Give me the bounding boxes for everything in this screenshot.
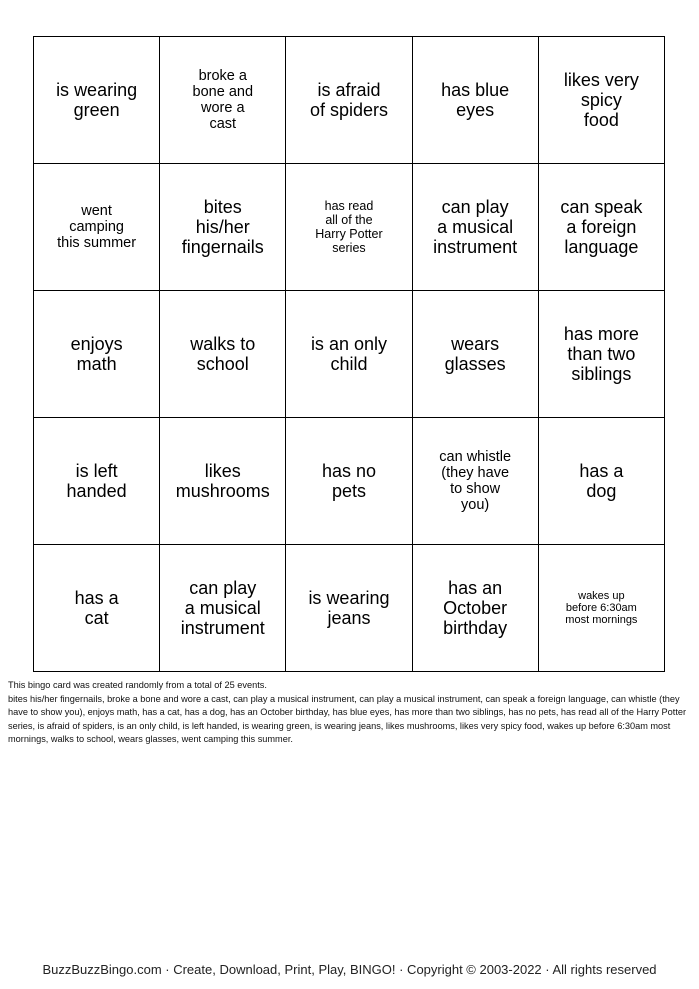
bingo-cell: bites his/her fingernails — [160, 164, 286, 291]
bingo-cell: is an only child — [286, 291, 412, 418]
bingo-cell: is afraid of spiders — [286, 37, 412, 164]
bingo-row — [34, 164, 665, 291]
bingo-cell: has an October birthday — [412, 545, 538, 672]
bingo-cell: is wearing jeans — [286, 545, 412, 672]
bingo-cell: has blue eyes — [412, 37, 538, 164]
bingo-cell: has more than two siblings — [538, 291, 664, 418]
bingo-cell: has a cat — [34, 545, 160, 672]
bingo-cell: can whistle (they have to show you) — [412, 418, 538, 545]
bingo-cell: likes very spicy food — [538, 37, 664, 164]
card-info — [8, 679, 691, 747]
bingo-cell: can play a musical instrument — [412, 164, 538, 291]
bingo-cell: is left handed — [34, 418, 160, 545]
bingo-row — [34, 418, 665, 545]
bingo-cell: broke a bone and wore a cast — [160, 37, 286, 164]
bingo-card-body — [34, 37, 665, 672]
card-summary: This bingo card was created randomly from a total of 25 events. — [8, 680, 267, 690]
bingo-cell: enjoys math — [34, 291, 160, 418]
bingo-card — [33, 36, 665, 672]
site-footer: BuzzBuzzBingo.com · Create, Download, Print, Play, BINGO! · Copyright © 2003-2022 · All rights reserved — [42, 962, 657, 977]
bingo-cell: wears glasses — [412, 291, 538, 418]
bingo-row — [34, 37, 665, 164]
bingo-cell: can play a musical instrument — [160, 545, 286, 672]
bingo-cell: is wearing green — [34, 37, 160, 164]
bingo-cell: wakes up before 6:30am most mornings — [538, 545, 664, 672]
bingo-cell: walks to school — [160, 291, 286, 418]
bingo-cell: has no pets — [286, 418, 412, 545]
bingo-row — [34, 545, 665, 672]
bingo-cell: can speak a foreign language — [538, 164, 664, 291]
bingo-cell: went camping this summer — [34, 164, 160, 291]
bingo-cell: likes mushrooms — [160, 418, 286, 545]
events-list: bites his/her fingernails, broke a bone and wore a cast, can play a musical instrument, can play a musical instrument, can speak a foreign language, can whistle (they have to show you), enjoys math, has a cat, has a dog, has an October birthday, has blue eyes, has more than two siblings, has no pets, has read all of the Harry Potter series, is afraid of spiders, is an only child, is left handed, is wearing green, is wearing jeans, likes mushrooms, likes very spicy food, wakes up before 6:30am most mornings, walks to school, wears glasses, went camping this summer. — [8, 693, 687, 744]
bingo-cell: has a dog — [538, 418, 664, 545]
bingo-cell: has read all of the Harry Potter series — [286, 164, 412, 291]
bingo-row — [34, 291, 665, 418]
